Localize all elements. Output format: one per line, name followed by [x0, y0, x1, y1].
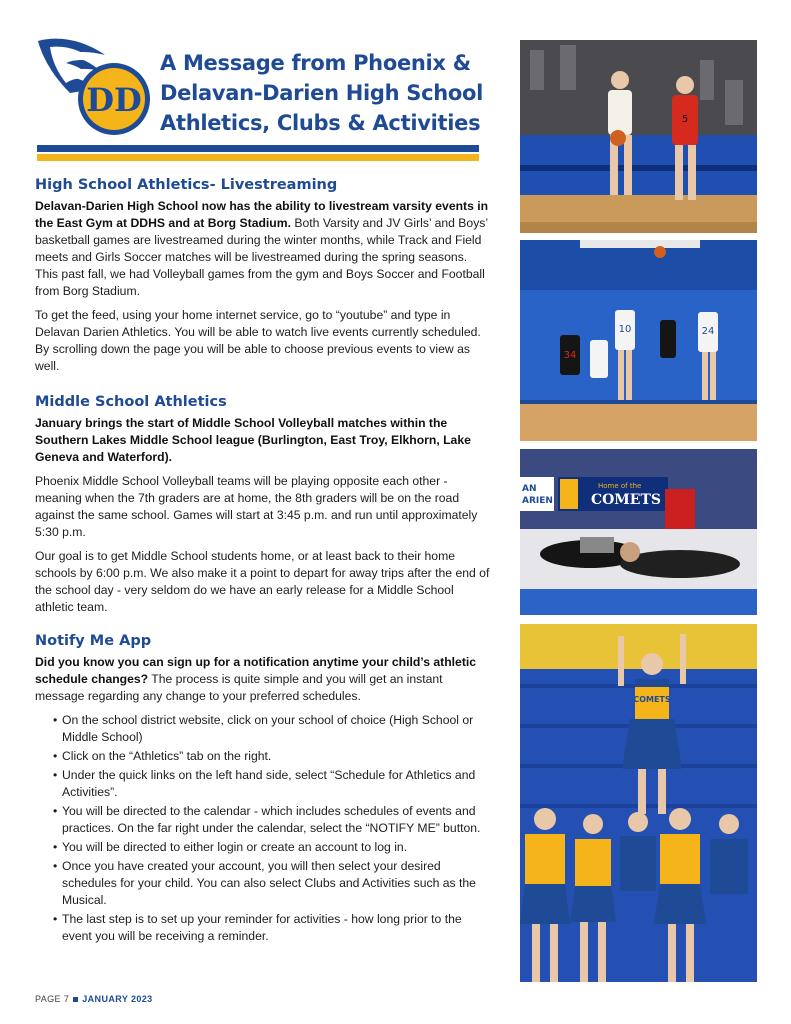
- notify-paragraph-1: [35, 654, 491, 705]
- photo-boys-basketball: [520, 240, 757, 441]
- svg-text:24: 24: [701, 326, 715, 337]
- middle-school-paragraph-3: Our goal is to get Middle School students home, or at least back to their home schools by 6:00 p.m. We also make it a point to depart for away trips after the end of the school day - very seldom do we have an early release for a Middle School athletic team.: [35, 549, 490, 614]
- svg-text:AN: AN: [522, 484, 537, 494]
- middle-school-heading: Middle School Athletics: [35, 394, 227, 410]
- photo-girls-basketball: [520, 40, 757, 233]
- list-item: • On the school district website, click on your school of choice (High School or Middle School): [35, 712, 491, 746]
- title-line-1: A Message from Phoenix &: [160, 51, 471, 75]
- middle-school-p1-bold: January brings the start of Middle School Volleyball matches within the Southern Lakes Middle School league (Burlington, East Troy, Elkhorn, Lake Geneva and Waterford).: [35, 416, 471, 464]
- list-item: • You will be directed to either login or create an account to log in.: [35, 839, 491, 856]
- list-item: • You will be directed to the calendar - which includes schedules of events and practices. On the far right under the calendar, select the “NOTIFY ME” button.: [35, 803, 491, 837]
- notify-steps-list: [35, 712, 491, 945]
- svg-text:Home of the: Home of the: [598, 482, 642, 490]
- livestream-p1-bold: Delavan-Darien High School now has the ability to livestream varsity events in the East Gym at DDHS and at Borg Stadium.: [35, 199, 489, 230]
- header-rule-blue: [37, 145, 479, 152]
- notify-p1-rest: The process is quite simple and you will get an instant message regarding any change to your preferred schedules.: [35, 672, 443, 703]
- middle-school-paragraph-1: [35, 415, 491, 466]
- title-line-3: Athletics, Clubs & Activities: [160, 111, 481, 135]
- list-item: • Once you have created your account, you will then select your desired schedules for your child. You can also select Clubs and Activities such as the Musical.: [35, 858, 491, 909]
- svg-text:DD: DD: [86, 81, 142, 119]
- notify-p1-bold: Did you know you can sign up for a notification anytime your child’s athletic schedule changes?: [35, 655, 477, 686]
- photo-wrestling: [520, 449, 757, 615]
- title-line-2: Delavan-Darien High School: [160, 81, 484, 105]
- page-title: [160, 48, 484, 138]
- svg-text:COMETS: COMETS: [590, 492, 662, 508]
- middle-school-section: [35, 393, 491, 623]
- svg-text:34: 34: [563, 350, 577, 361]
- livestream-section: [35, 176, 491, 382]
- notify-heading: Notify Me App: [35, 633, 152, 649]
- middle-school-paragraph-2: Phoenix Middle School Volleyball teams will be playing opposite each other - meaning when the 7th graders are at home, the 8th graders will be on the road against the same school. Games will start at 3:45 p.m. and run until approximately 5:30 p.m.: [35, 474, 478, 539]
- list-item: • Under the quick links on the left hand side, select “Schedule for Athletics and Activities”.: [35, 767, 491, 801]
- livestream-p1-rest: Both Varsity and JV Girls’ and Boys’ basketball games are livestreamed during the winter months, while Track and Field meets and Girls Soccer matches will be livestreamed during the spring seasons. This past fall, we had Volleyball games from the gym and Boys Soccer and Football from Borg Stadium.: [35, 216, 488, 298]
- page-footer: [35, 994, 153, 1004]
- footer-page: PAGE 7: [35, 994, 70, 1004]
- livestream-paragraph-1: [35, 198, 491, 300]
- list-item: • Click on the “Athletics” tab on the right.: [35, 748, 491, 765]
- footer-date: JANUARY 2023: [82, 994, 153, 1004]
- header-rule-gold: [37, 154, 479, 161]
- livestream-heading: High School Athletics- Livestreaming: [35, 177, 338, 193]
- list-item: • The last step is to set up your reminder for activities - how long prior to the event you will be receiving a reminder.: [35, 911, 491, 945]
- notify-section: [35, 632, 491, 947]
- footer-square-icon: [73, 997, 78, 1002]
- svg-text:10: 10: [618, 324, 632, 335]
- phoenix-flame-logo: [30, 33, 155, 141]
- svg-text:5: 5: [681, 114, 689, 125]
- svg-text:ARIEN: ARIEN: [522, 496, 553, 506]
- livestream-paragraph-2: To get the feed, using your home internet service, go to “youtube” and type in Delavan Darien Athletics. You will be able to watch live events currently scheduled. By scrolling down the page you will be able to choose previous events to view as well.: [35, 308, 481, 373]
- svg-text:COMETS: COMETS: [633, 695, 671, 704]
- photo-cheerleaders: [520, 624, 757, 982]
